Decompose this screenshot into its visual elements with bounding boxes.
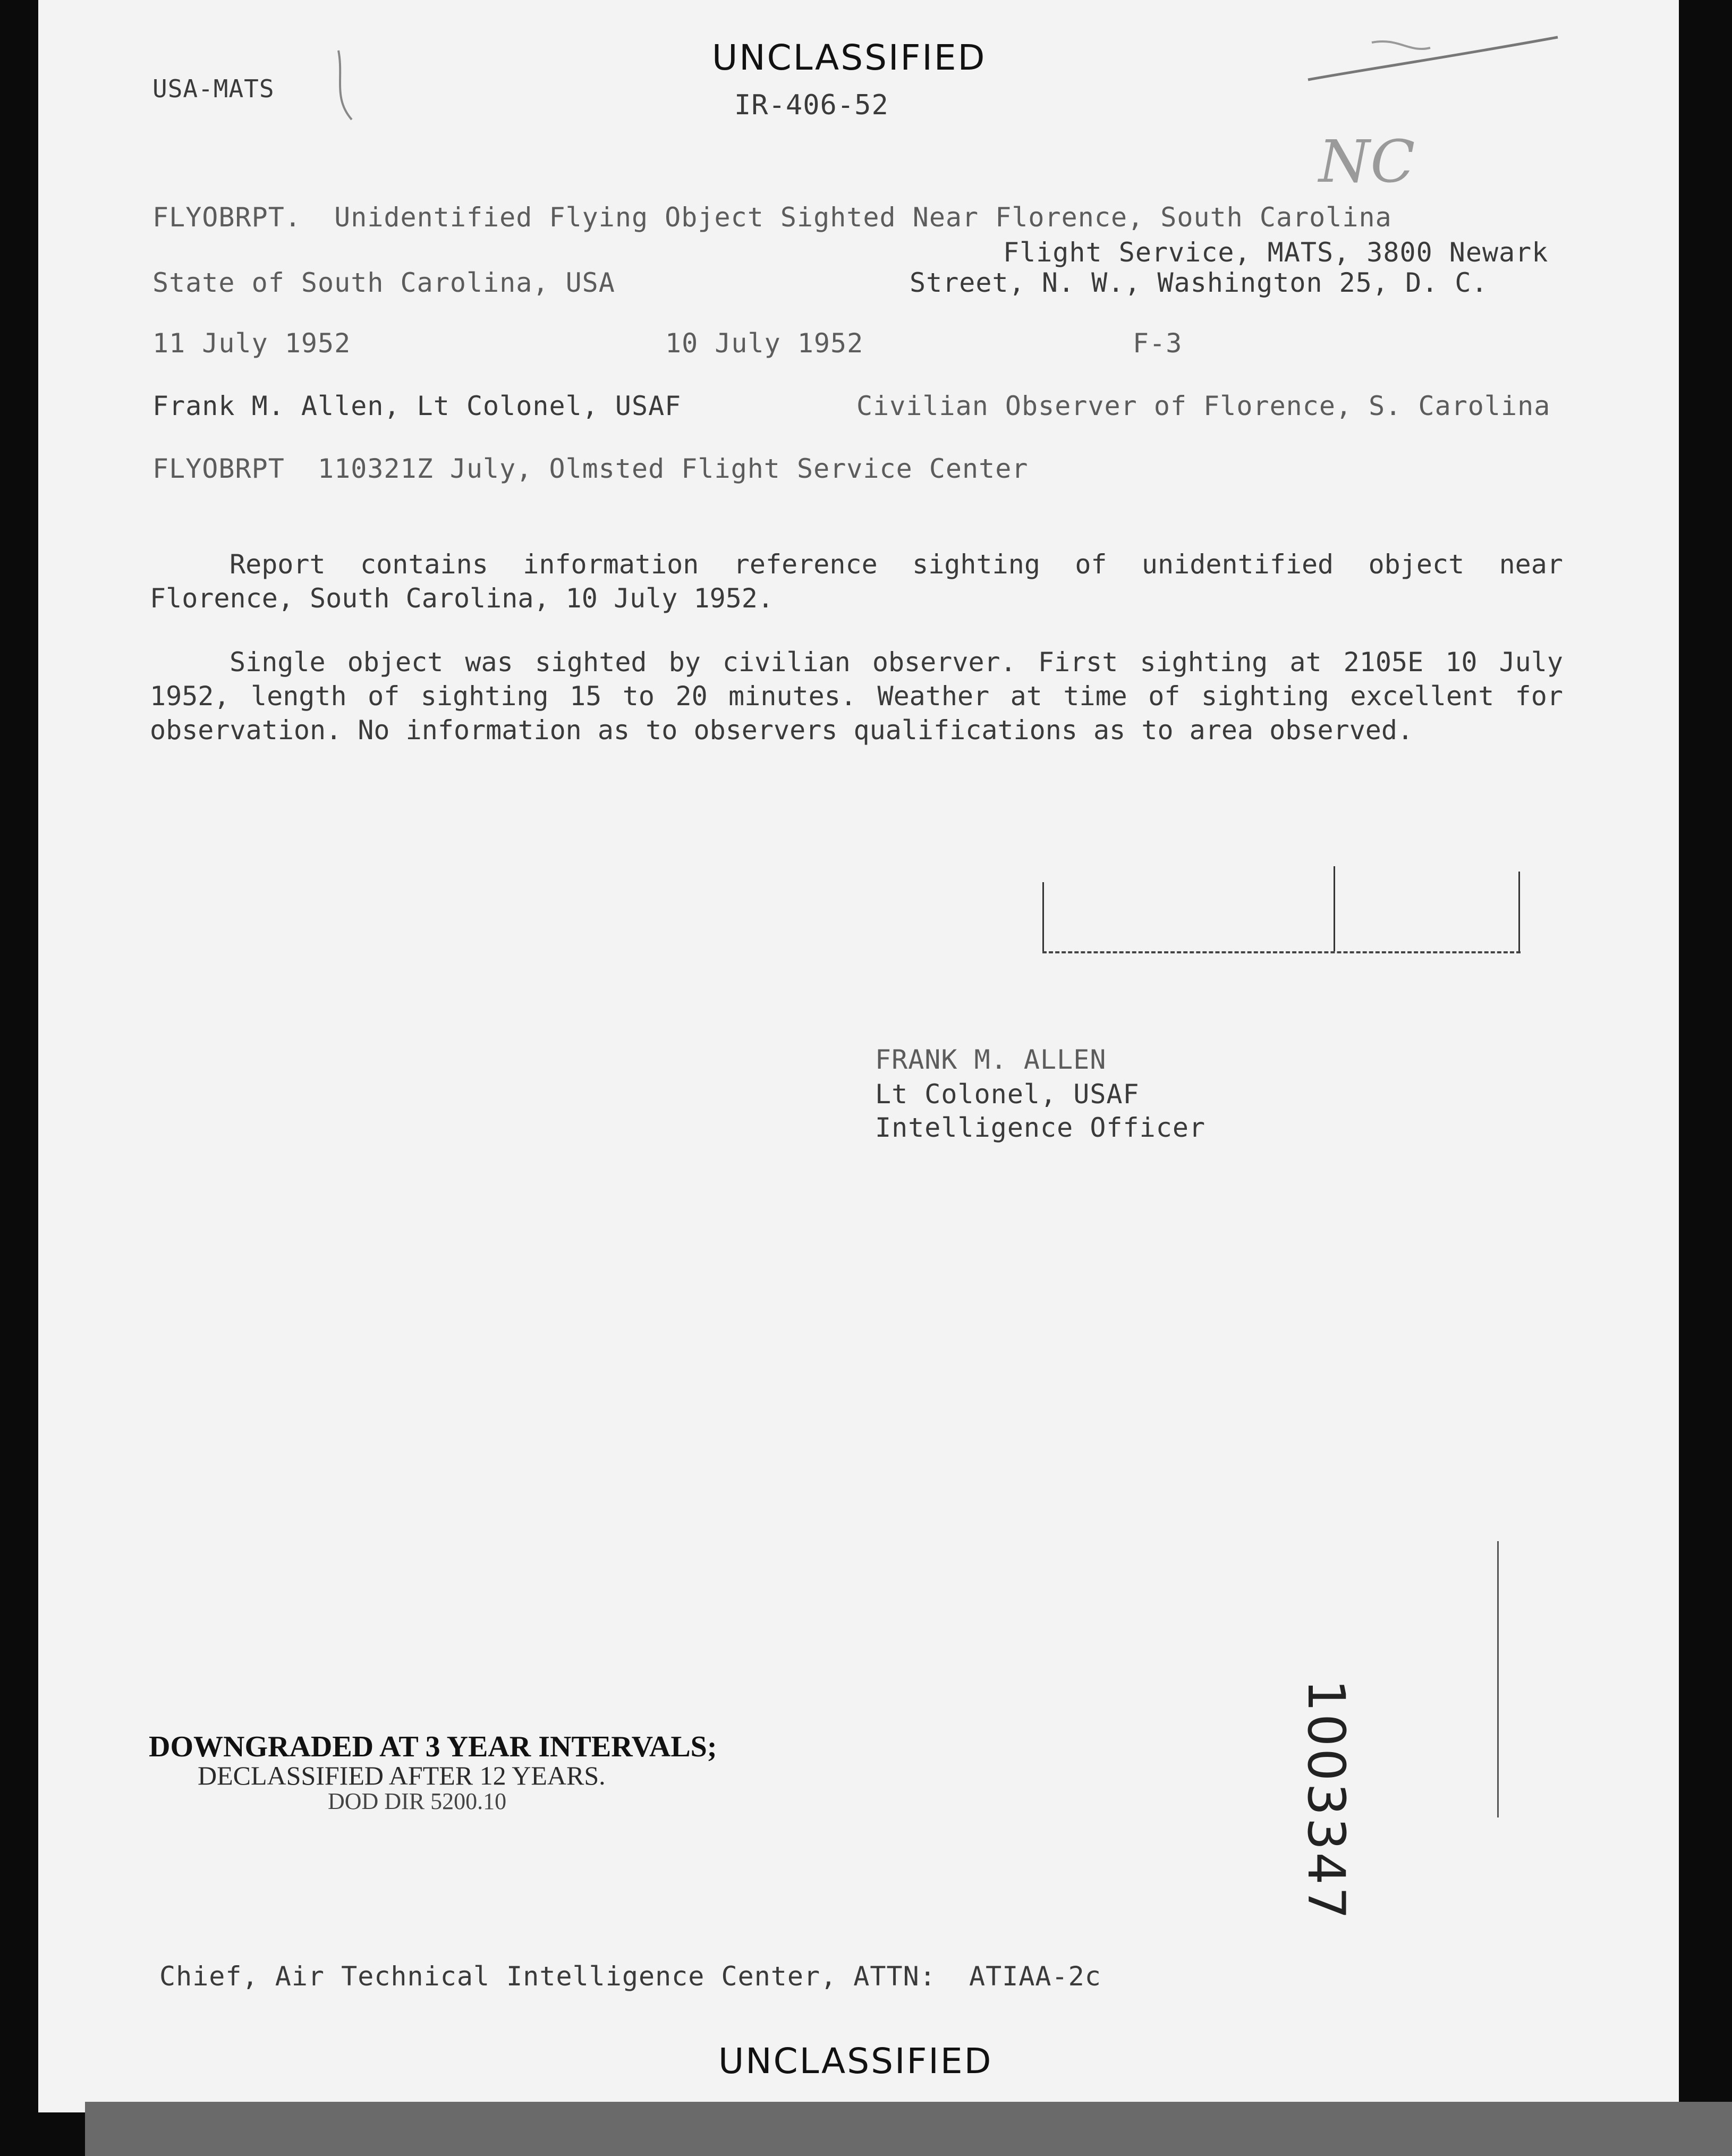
downgrade-stamp-line-1: DOWNGRADED AT 3 YEAR INTERVALS; <box>149 1730 717 1763</box>
subject-line: FLYOBRPT. Unidentified Flying Object Sighted Near Florence, South Carolina <box>152 202 1392 233</box>
report-number: IR-406-52 <box>734 89 889 121</box>
info-date: 10 July 1952 <box>665 328 864 359</box>
summary-paragraph-2: Single object was sighted by civilian observer. First sighting at 2105E 10 July 1952, length of sighting 15 to 20 minutes. Weather at time of sighting excellent for observation. No information as to observers qualifications as to area observed. <box>150 647 1563 746</box>
distribution-line: Chief, Air Technical Intelligence Center, ATTN: ATIAA-2c <box>159 1961 1101 1992</box>
prepared-by: Frank M. Allen, Lt Colonel, USAF <box>152 391 682 421</box>
handwritten-scribble <box>1303 21 1568 96</box>
document-page <box>38 0 1679 2112</box>
signature-block-lines <box>1042 866 1521 953</box>
handwritten-tick <box>328 45 370 125</box>
signer-title: Intelligence Officer <box>875 1112 1206 1143</box>
margin-rule <box>1497 1541 1499 1817</box>
references-line: FLYOBRPT 110321Z July, Olmsted Flight Service Center <box>152 453 1029 484</box>
source-line: Civilian Observer of Florence, S. Carolina <box>856 391 1551 421</box>
scan-edge-strip <box>85 2102 1732 2156</box>
document-number: 1003347 <box>1296 1679 1356 1922</box>
classification-header: UNCLASSIFIED <box>712 37 987 78</box>
report-date: 11 July 1952 <box>152 328 351 359</box>
location-line: State of South Carolina, USA <box>152 267 615 298</box>
evaluation: F-3 <box>1133 328 1183 359</box>
downgrade-stamp-line-3: DOD DIR 5200.10 <box>328 1788 507 1814</box>
downgrade-stamp-line-2: DECLASSIFIED AFTER 12 YEARS. <box>198 1761 606 1790</box>
handwritten-mark: NC <box>1319 128 1416 196</box>
summary-paragraph-1: Report contains information reference sighting of unidentified object near Florence, South Carolina, 10 July 1952. <box>150 549 1563 614</box>
agency-line-2: Street, N. W., Washington 25, D. C. <box>910 267 1488 298</box>
agency-line-1: Flight Service, MATS, 3800 Newark <box>1003 237 1549 268</box>
classification-footer: UNCLASSIFIED <box>718 2041 993 2082</box>
signer-name: FRANK M. ALLEN <box>875 1044 1107 1075</box>
signer-rank: Lt Colonel, USAF <box>875 1079 1140 1110</box>
origin-code: USA-MATS <box>152 74 275 103</box>
